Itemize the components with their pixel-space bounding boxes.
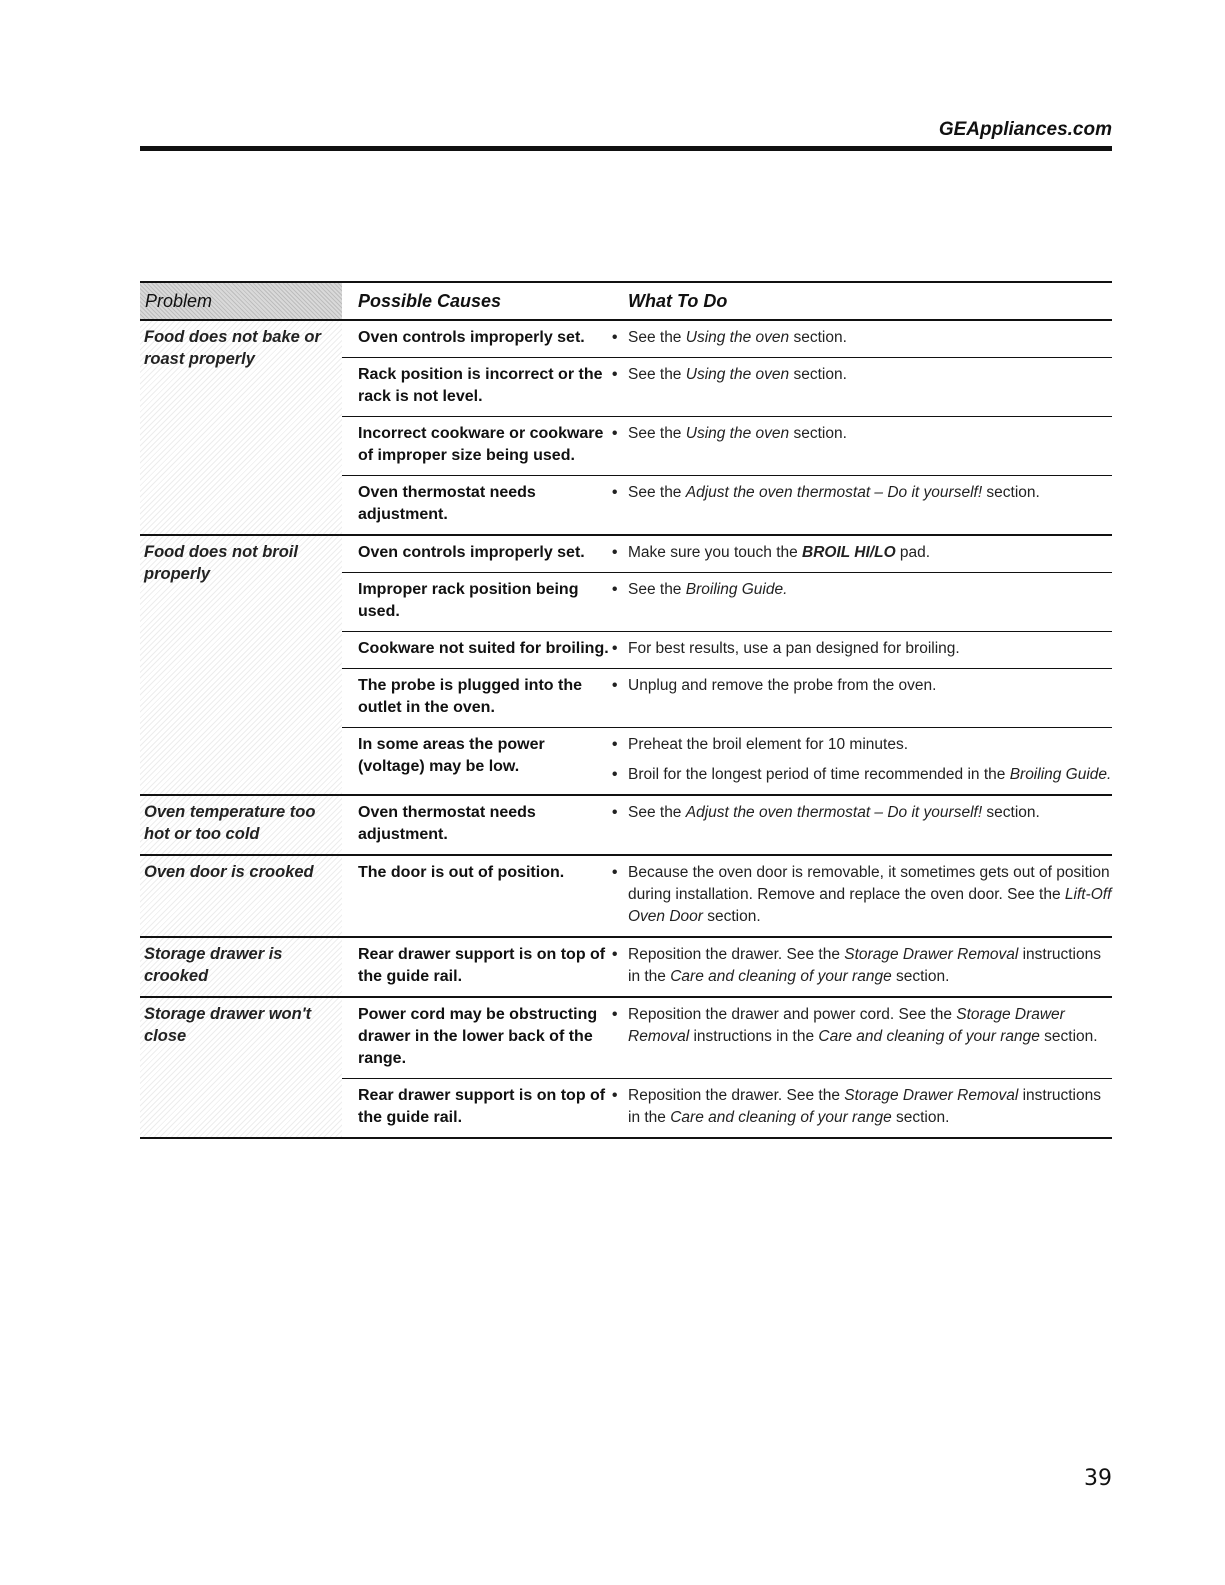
instruction-text: Storage Drawer Removal [844, 1087, 1019, 1104]
instruction-text: Reposition the drawer. See the [628, 1087, 845, 1104]
instruction-text: Adjust the oven thermostat – Do it yourself! [685, 804, 983, 821]
instruction-text: Care and cleaning of your range [670, 1109, 892, 1126]
what-to-do [612, 1004, 1112, 1070]
problem-group [140, 938, 1112, 998]
instruction-text: section. [982, 484, 1040, 501]
instruction-text: Storage Drawer Removal [844, 946, 1019, 963]
what-to-do [612, 423, 1112, 467]
problem-group [140, 796, 1112, 856]
table-row [342, 998, 1112, 1079]
table-body [140, 321, 1112, 1139]
instruction-text: Reposition the drawer. See the [628, 946, 845, 963]
what-to-do [612, 638, 1112, 660]
instruction-text: Using the oven [685, 329, 790, 346]
possible-cause: Incorrect cookware or cookware of improper size being used. [358, 425, 604, 464]
table-row [342, 476, 1112, 534]
table-row [342, 796, 1112, 854]
site-url[interactable]: GEAppliances.com [938, 119, 1112, 140]
header-what-to-do: What To Do [628, 291, 728, 311]
what-to-do-item [612, 862, 1112, 928]
what-to-do-item [612, 638, 1112, 660]
instruction-text: Unplug and remove the probe from the oven. [628, 677, 937, 694]
instruction-text: Using the oven [685, 366, 790, 383]
possible-cause: Rear drawer support is on top of the guide rail. [358, 946, 606, 985]
table-row [342, 417, 1112, 476]
instruction-text: Make sure you touch the [628, 544, 803, 561]
cause-rows [342, 321, 1112, 534]
instruction-text: See the [628, 366, 686, 383]
what-to-do-item [612, 482, 1112, 504]
what-to-do-item [612, 1085, 1112, 1129]
table-row [342, 321, 1112, 358]
table-row [342, 536, 1112, 573]
header-problem: Problem [140, 283, 342, 319]
troubleshooting-table [140, 281, 1112, 1139]
cause-rows [342, 796, 1112, 854]
instruction-text: section. [1039, 1028, 1098, 1045]
instruction-text: section. [789, 425, 847, 442]
possible-cause: Cookware not suited for broiling. [358, 640, 609, 657]
instruction-text: Care and cleaning of your range [670, 968, 892, 985]
table-row [342, 728, 1112, 794]
what-to-do [612, 542, 1112, 564]
possible-cause: The door is out of position. [358, 864, 565, 881]
what-to-do-item [612, 764, 1112, 786]
table-row [342, 358, 1112, 417]
what-to-do [612, 675, 1112, 719]
possible-cause: Improper rack position being used. [358, 581, 579, 620]
what-to-do [612, 327, 1112, 349]
table-row [342, 573, 1112, 632]
instruction-text: Broiling Guide. [1009, 766, 1112, 783]
instruction-text: See the [628, 425, 686, 442]
instruction-text: Broil for the longest period of time recommended in the [628, 766, 1010, 783]
header-possible-causes: Possible Causes [358, 291, 502, 311]
instruction-text: section. [702, 908, 761, 925]
what-to-do [612, 1085, 1112, 1129]
table-row [342, 856, 1112, 936]
instruction-text: section. [891, 1109, 950, 1126]
what-to-do [612, 364, 1112, 408]
instruction-text: Lift-Off Oven Door [628, 886, 1112, 925]
problem-cell: Storage drawer is crooked [140, 938, 342, 996]
instruction-text: section. [789, 329, 847, 346]
instruction-text: instructions in the [628, 946, 1101, 985]
problem-group [140, 856, 1112, 938]
instruction-text: See the [628, 329, 686, 346]
instruction-text: Because the oven door is removable, it sometimes gets out of position during installation. Remove and replace the oven door. See the [628, 864, 1110, 903]
possible-cause: The probe is plugged into the outlet in the oven. [358, 677, 582, 716]
what-to-do [612, 579, 1112, 623]
what-to-do-item [612, 802, 1112, 824]
instruction-text: section. [891, 968, 950, 985]
instruction-text: See the [628, 804, 686, 821]
cause-rows [342, 998, 1112, 1137]
instruction-text: See the [628, 484, 686, 501]
instruction-text: Broiling Guide. [685, 581, 788, 598]
what-to-do [612, 482, 1112, 526]
problem-cell: Storage drawer won't close [140, 998, 342, 1137]
instruction-text: Using the oven [685, 425, 790, 442]
instruction-text: Storage Drawer Removal [628, 1006, 1065, 1045]
possible-cause: Rear drawer support is on top of the guide rail. [358, 1087, 606, 1126]
instruction-text: Adjust the oven thermostat – Do it yourself! [685, 484, 983, 501]
table-row [342, 669, 1112, 728]
instruction-text: section. [789, 366, 847, 383]
what-to-do-item [612, 579, 1112, 601]
instruction-text: instructions in the [689, 1028, 819, 1045]
cause-rows [342, 536, 1112, 794]
what-to-do-item [612, 734, 1112, 756]
possible-cause: Power cord may be obstructing drawer in the lower back of the range. [358, 1006, 598, 1067]
instruction-text: section. [982, 804, 1040, 821]
problem-cell: Food does not broil properly [140, 536, 342, 794]
instruction-text: See the [628, 581, 686, 598]
possible-cause: Rack position is incorrect or the rack is not level. [358, 366, 603, 405]
problem-cell: Oven door is crooked [140, 856, 342, 936]
what-to-do [612, 944, 1112, 988]
instruction-text: BROIL HI/LO [802, 544, 896, 561]
table-row [342, 1079, 1112, 1137]
what-to-do-item [612, 944, 1112, 988]
possible-cause: Oven thermostat needs adjustment. [358, 804, 536, 843]
page-number: 39 [1084, 1466, 1112, 1491]
instruction-text: For best results, use a pan designed for broiling. [628, 640, 960, 657]
what-to-do-item [612, 542, 1112, 564]
cause-rows [342, 938, 1112, 996]
problem-group [140, 998, 1112, 1139]
what-to-do [612, 734, 1112, 786]
table-row [342, 938, 1112, 996]
what-to-do-item [612, 1004, 1112, 1048]
problem-group [140, 321, 1112, 536]
what-to-do-item [612, 675, 1112, 697]
what-to-do [612, 862, 1112, 928]
instruction-text: pad. [895, 544, 931, 561]
possible-cause: Oven thermostat needs adjustment. [358, 484, 536, 523]
table-header [140, 281, 1112, 321]
what-to-do-item [612, 423, 1112, 445]
what-to-do [612, 802, 1112, 846]
instruction-text: Care and cleaning of your range [818, 1028, 1040, 1045]
problem-group [140, 536, 1112, 796]
problem-cell: Food does not bake or roast properly [140, 321, 342, 534]
instruction-text: Reposition the drawer and power cord. See the [628, 1006, 957, 1023]
instruction-text: instructions in the [628, 1087, 1101, 1126]
possible-cause: Oven controls improperly set. [358, 544, 585, 561]
cause-rows [342, 856, 1112, 936]
table-row [342, 632, 1112, 669]
header-rule [140, 146, 1112, 151]
possible-cause: In some areas the power (voltage) may be low. [358, 736, 545, 775]
what-to-do-item [612, 327, 1112, 349]
possible-cause: Oven controls improperly set. [358, 329, 585, 346]
instruction-text: Preheat the broil element for 10 minutes. [628, 736, 909, 753]
problem-cell: Oven temperature too hot or too cold [140, 796, 342, 854]
what-to-do-item [612, 364, 1112, 386]
